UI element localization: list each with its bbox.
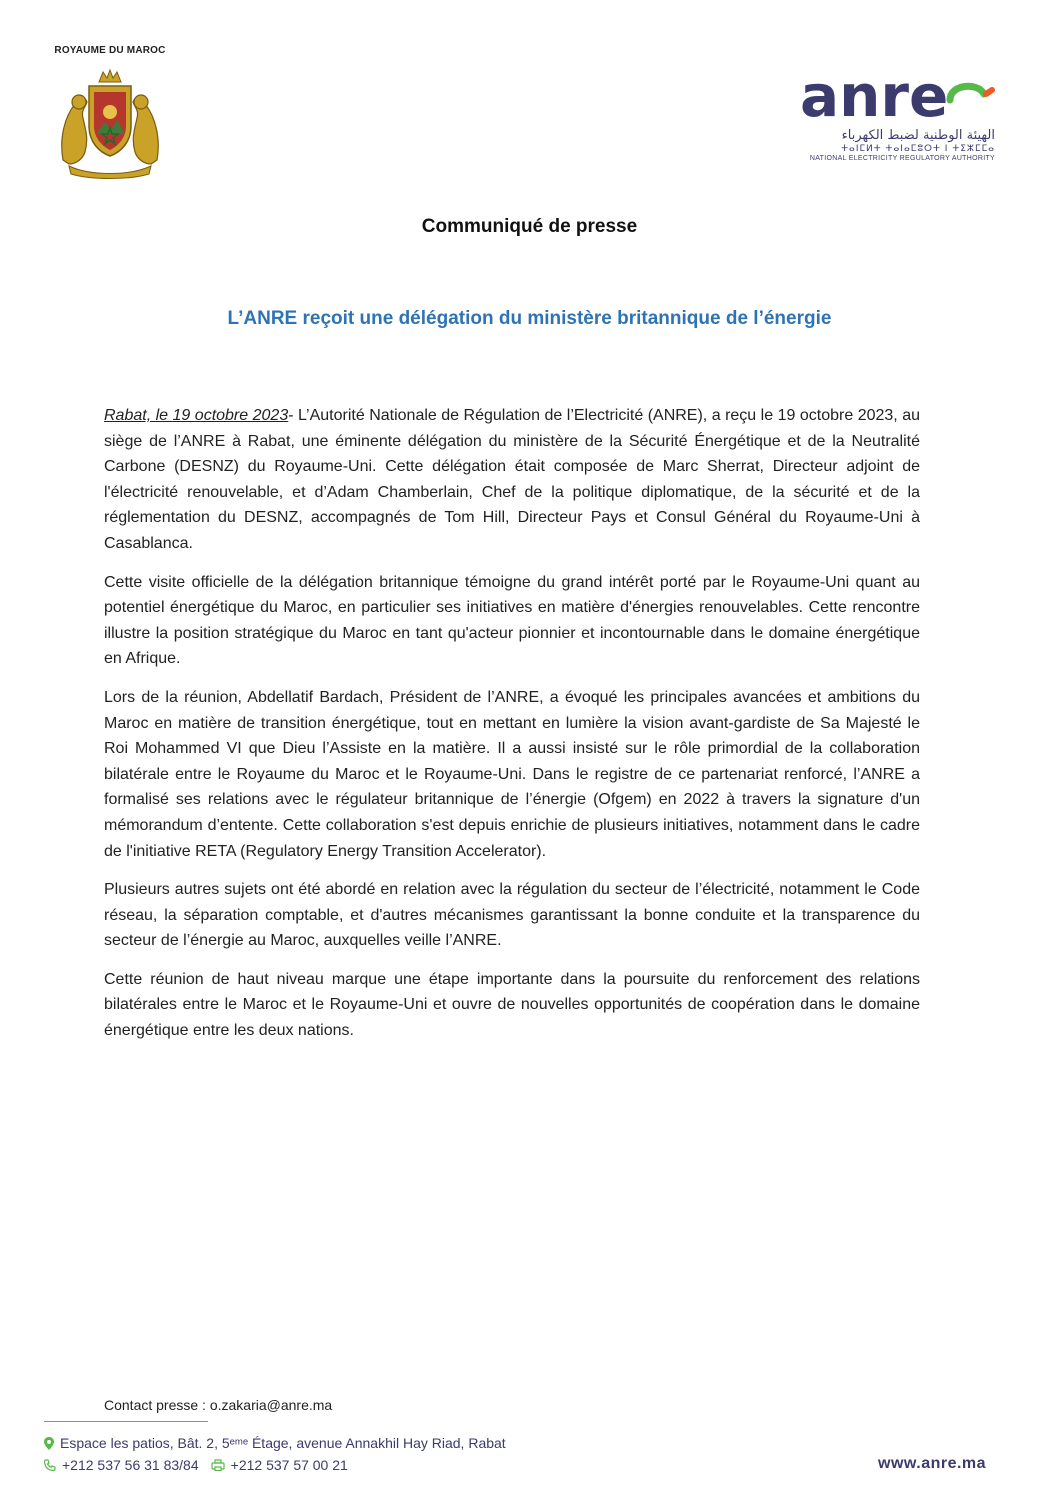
paragraph-5: Cette réunion de haut niveau marque une étape importante dans la poursuite du renforcement des relations bilatérales entre le Maroc et le Royaume-Uni et ouvre de nouvelles opportunités de coopération dans le domaine énergétique entre les deux nations.: [104, 970, 920, 1040]
dateline: Rabat, le 19 octobre 2023: [104, 407, 289, 424]
anre-wordmark-logo: [800, 70, 995, 126]
paragraph-1-text: - L’Autorité Nationale de Régulation de l’Electricité (ANRE), a reçu le 19 octobre 2023, au siège de l’ANRE à Rabat, une éminente délégation du ministère de la Sécurité Énergétique et de la Neutralité Carbone (DESNZ) du Royaume-Uni. Cette délégation était composée de Marc Sherrat, Directeur adjoint de l'électricité renouvelable, et d’Adam Chamberlain, Chef de la politique diplomatique, de la sécurité et de la réglementation du DESNZ, accompagnés de Tom Hill, Directeur Pays et Consul Général du Royaume-Uni à Casablanca.: [104, 407, 920, 552]
coat-of-arms-icon: [55, 68, 165, 180]
location-pin-icon: [44, 1437, 54, 1450]
headline: L’ANRE reçoit une délégation du ministère britannique de l’énergie: [227, 308, 832, 329]
press-contact: Contact presse : o.zakaria@anre.ma: [104, 1397, 333, 1413]
anre-wordmark-text: anre: [800, 70, 949, 126]
paragraph-4: Plusieurs autres sujets ont été abordé en relation avec la régulation du secteur de l’électricité, notamment le Code réseau, la séparation comptable, et d'autres mécanismes garantissant la bonne conduite et la transparence du secteur de l’énergie au Maroc, auxquelles veille l’ANRE.: [104, 881, 920, 950]
kingdom-title: ROYAUME DU MAROC: [54, 45, 166, 56]
anre-tifinagh-name: ⵜⴰⵏⵎⵍⵜ ⵜⴰⵏⴰⵎⵓⵔⵜ ⵏ ⵜⵉⵣⵎⵎⴰ: [841, 144, 995, 154]
press-release-title: Communiqué de presse: [421, 216, 638, 237]
article-body: [104, 403, 920, 1057]
anre-english-name: NATIONAL ELECTRICITY REGULATORY AUTHORITY: [809, 155, 995, 162]
paragraph-1: [104, 403, 920, 557]
fax-icon: [211, 1459, 225, 1471]
paragraph-3: Lors de la réunion, Abdellatif Bardach, Président de l’ANRE, a évoqué les principales avancées et ambitions du Maroc en matière de transition énergétique, tout en mettant en lumière la vision avant-gardiste de Sa Majesté le Roi Mohammed VI que Dieu l’Assiste en la matière. Il a aussi insisté sur le rôle primordial de la collaboration bilatérale entre le Royaume du Maroc et le Royaume-Uni. Dans le registre de ce partenariat renforcé, l’ANRE a formalisé ses relations avec le régulateur britannique de l’énergie (Ofgem) en 2022 à travers la signature d'un mémorandum d’entente. Cette collaboration s'est depuis enrichie de plusieurs initiatives, notamment dans le cadre de l'initiative RETA (Regulatory Energy Transition Accelerator).: [104, 688, 920, 860]
anre-arabic-name: الهيئة الوطنية لضبط الكهرباء: [841, 128, 995, 143]
footer-address-row: [44, 1435, 506, 1451]
phone-icon: [44, 1459, 56, 1471]
paragraph-2: Cette visite officielle de la délégation britannique témoigne du grand intérêt porté par le Royaume-Uni quant au potentiel énergétique du Maroc, en particulier ses initiatives en matière d'énergies renouvelables. Cette rencontre illustre la position stratégique du Maroc en tant qu'acteur pionnier et incontournable dans le domaine énergétique en Afrique.: [104, 573, 920, 668]
kingdom-header: [40, 45, 180, 180]
footer-address: Espace les patios, Bât. 2, 5ᵉᵐᵉ Étage, avenue Annakhil Hay Riad, Rabat: [60, 1435, 506, 1451]
footer-phone: +212 537 56 31 83/84: [62, 1457, 199, 1473]
footer-fax: +212 537 57 00 21: [230, 1457, 348, 1473]
website-link[interactable]: www.anre.ma: [878, 1455, 987, 1472]
footer-divider: [44, 1421, 208, 1422]
anre-logo: [800, 70, 995, 162]
footer-phone-row: [44, 1457, 348, 1473]
